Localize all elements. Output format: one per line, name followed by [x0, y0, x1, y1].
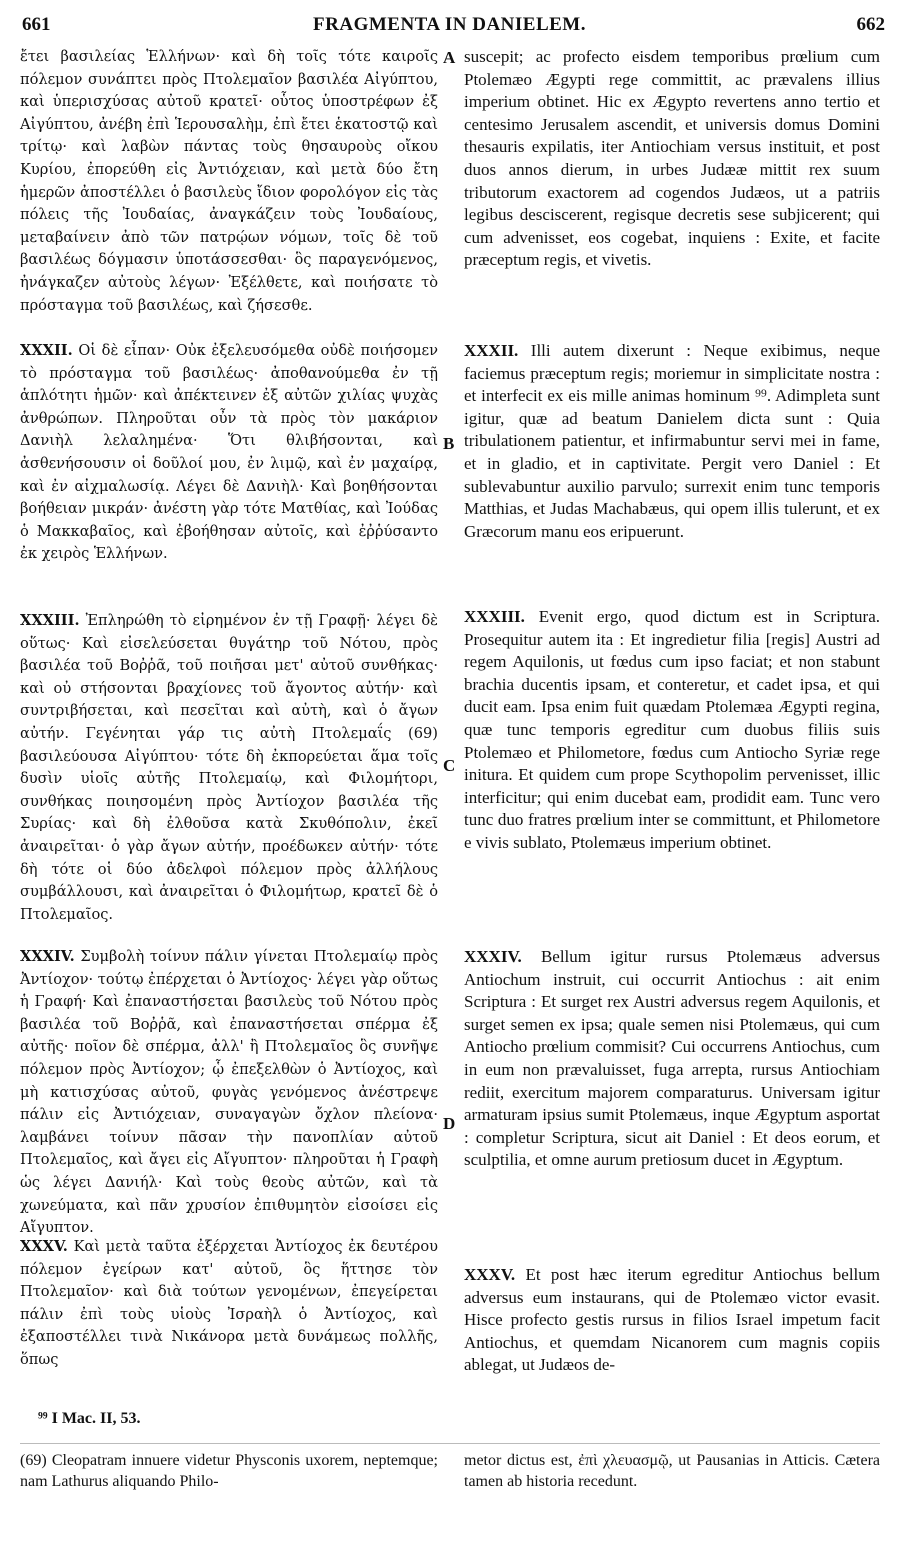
- section-number: XXXIV.: [20, 948, 75, 965]
- footnote-69-right: metor dictus est, ἐπὶ χλευασμῷ, ut Pausanias in Atticis. Cætera tamen ab historia recedunt.: [464, 1452, 880, 1490]
- page-header: [0, 14, 899, 38]
- latin-text-2: Illi autem dixerunt : Neque exibimus, neque faciemus præceptum regis; moriemur in simplicitate nostra : et interfecit ex eis mille animas hominum ⁹⁹. Adimpleta sunt igitur, quæ ad beatum Danielem dicta sunt : Quia tribulationem patientur, et infirmabuntur servi mei in fame, et in gladio, et in captivitate. Pergit vero Daniel : Et sublevabuntur auxilio parvulo; surrexit enim tunc temporis Matthias, et Judas Machabæus, qui opem illis tulerunt, et ex Græcorum manu eos eripuerunt.: [464, 341, 880, 541]
- section-number: XXXII.: [20, 342, 73, 359]
- greek-text-3: Ἐπληρώθη τὸ εἰρημένον ἐν τῇ Γραφῇ· λέγει δὲ οὕτως· Καὶ εἰσελεύσεται θυγάτηρ τοῦ Νότου, πρὸς βασιλέα τοῦ Βοῤῥᾶ, τοῦ ποιῆσαι μετ' αὐτοῦ συνθήκας· καὶ οὐ στήσονται βραχίονες τοῦ ἄγοντος αὐτήν· καὶ συντριβήσεται, καὶ πεσεῖται καὶ αὐτὴ, καὶ ὁ ἄγων αὐτήν. Γεγένηται γάρ τις αὐτὴ Πτολεμαΐς (69) βασιλεύουσα Αἰγύπτου· τότε δὴ ἐκπορεύεται ἅμα τοῖς δυσὶν υἱοῖς αὐτῆς Πτολεμαίῳ, καὶ Φιλομήτορι, συνθήκας ποιησομένη πρὸς Ἀντίοχον βασιλέα τῆς Συρίας· καὶ δὴ ἐλθοῦσα κατὰ Σκυθόπολιν, ἐκεῖ ἀναιρεῖται· ὁ γὰρ ἄγων αὐτήν, προέδωκεν αὐτήν· τότε δὴ τότε οἱ δύο ἀδελφοὶ πόλεμον πρὸς ἀλλήλους συμβάλλουσι, καὶ ἀναιρεῖται ὁ Φιλομήτωρ, κρατεῖ δὲ ὁ Πτολεμαῖος.: [20, 612, 439, 923]
- latin-paragraph-xxxv: [464, 1264, 880, 1377]
- greek-column: [20, 46, 438, 1406]
- latin-paragraph-xxxiii: [464, 606, 880, 855]
- section-number: XXXV.: [464, 1265, 516, 1284]
- page-number-right: 662: [856, 14, 885, 35]
- footnote-rule: [20, 1443, 880, 1444]
- greek-paragraph-xxxiii: [20, 610, 438, 926]
- greek-paragraph-xxxiv: [20, 946, 438, 1240]
- margin-letter-a: A: [443, 48, 456, 67]
- margin-letter-d: D: [443, 1114, 456, 1133]
- latin-paragraph-xxxiv: [464, 946, 880, 1172]
- section-number: XXXIII.: [20, 612, 80, 629]
- latin-text-4: Bellum igitur rursus Ptolemæus adversus Antiochum instruit, cui occurrit Antiochus : ait enim Scriptura : Et surget rex Austri adversus regem Aquilonis, et surget semen ex ipsa; quale semen nisi Ptolemæus, qui cum Antiocho prœlium commisit? Cui occurrens Antiochus, cum in eum non prævaluisset, fuga arrepta, rursus Antiochiam rediit, exercitum majorem comparaturus. Universam igitur armaturam ipsius sumit Ptolemæus, inque Ægyptum asportat : completur Scriptura, sicut ait Daniel : Et deos eorum, et sculptilia, et omne aurum pretiosum ducet in Ægyptum.: [464, 947, 881, 1170]
- section-number: XXXIII.: [464, 607, 525, 626]
- latin-text-1: suscepit; ac profecto eisdem temporibus prœlium cum Ptolemæo Ægypti rege committit, ac prævalens illius imperium obtinet. Hic ex Ægypto revertens anno tertio et centesimo Jerusalem ascendit, et universis domus Domini thesauris expilatis, iter Antiochiam versus instituit, et post duos annos dierum, in urbes Judææ mittit rex suum tributorum exactorem ad cogendos Judæos, ut a patriis legibus desciscerent, regisque decretis sese subjicerent; qui cum advenisset, eos cogebat, inquiens : Exite, et facite præceptum regis, et vivetis.: [464, 47, 880, 270]
- greek-text-2: Οἱ δὲ εἶπαν· Οὐκ ἐξελευσόμεθα οὐδὲ ποιήσομεν τὸ πρόσταγμα τοῦ βασιλέως· ἀποθανούμεθα ἐν τῇ ἁπλότητι ἡμῶν· καὶ ἀπέκτεινεν ἐξ αὐτῶν χιλίας ψυχὰς ἀνθρώπων. Πληροῦται οὖν τὰ πρὸς τὸν μακάριον Δανιὴλ λελαλημένα· Ὅτι θλιβήσονται, καὶ ἀσθενήσουσιν οἱ δοῦλοί μου, ἐν λιμῷ, καὶ ἐν μαχαίρᾳ, καὶ ἐν αἰχμαλωσίᾳ. Λέγει δὲ Δανιὴλ· Καὶ βοηθήσονται βοήθειαν μικράν· ἀνέστη γὰρ τότε Ματθίας, καὶ Ἰούδας ὁ Μακκαβαῖος, καὶ ἐβοήθησαν αὐτοῖς, καὶ ἐῤῥύσαντο ἐκ χειρὸς Ἑλλήνων.: [20, 342, 438, 563]
- latin-text-3: Evenit ergo, quod dictum est in Scriptura. Prosequitur autem ita : Et ingredietur filia [regis] Austri ad regem Aquilonis, ut fœdus cum ipso faciat; et non stabunt brachia ducentis ipsam, et conteretur, et cadet ipsa, et qui ducit eam. Ipsa enim fuit quædam Ptolemæa Ægypti regina, quæ tunc temporis egreditur cum duobus filiis suis Ptolemæo et Philometore, fœdus cum Antiocho Syriæ rege initura. Et quidem cum prope Scythopolim pervenisset, illic interficitur; qui enim ducebat eam, prodidit eam. Tunc vero tunc duo fratres prœlium inter se committunt, et Philometore e vivis sublato, Ptolemæus imperium obtinet.: [464, 607, 880, 852]
- latin-paragraph-1: [464, 46, 880, 272]
- section-number: XXXII.: [464, 341, 519, 360]
- scripture-reference-footnote: ⁹⁹ I Mac. II, 53.: [38, 1410, 141, 1427]
- latin-text-5: Et post hæc iterum egreditur Antiochus bellum adversus eum instaurans, qui de Ptolemæo victor evasit. Hisce profecto gestis rursus in filios Israel impetum facit Antiochus, et quemdam Nicanorem cum magnis copiis ablegat, ut Judæos de-: [464, 1265, 881, 1375]
- latin-column: [464, 46, 880, 1406]
- latin-paragraph-xxxii: [464, 340, 880, 543]
- margin-letter-b: B: [443, 434, 455, 453]
- margin-letter-c: C: [443, 756, 456, 775]
- section-number: XXXIV.: [464, 947, 522, 966]
- greek-paragraph-xxxv: [20, 1236, 438, 1372]
- greek-text-4: Συμβολὴ τοίνυν πάλιν γίνεται Πτολεμαίῳ πρὸς Ἀντίοχον· τούτῳ ἐπέρχεται ὁ Ἀντίοχος· λέγει γὰρ οὕτως ἡ Γραφή· Καὶ ἐπαναστήσεται βασιλεὺς τοῦ Νότου πρὸς βασιλέα τοῦ Βοῤῥᾶ, καὶ ἐπαναστήσεται σπέρμα ἐξ αὐτῆς· ποῖον δὲ σπέρμα, ἀλλ' ἢ Πτολεμαῖος ὃς συνῆψε πόλεμον πρὸς Ἀντίοχον; ᾧ ἐπεξελθὼν ὁ Ἀντίοχος, καὶ μὴ κατισχύσας αὐτοῦ, φυγὰς γενόμενος ἀνέστρεψε πάλιν εἰς Ἀντιόχειαν, συναγαγὼν ὄχλον πλείονα· λαμβάνει τοίνυν πᾶσαν τὴν πανοπλίαν αὐτοῦ Πτολεμαῖος, καὶ ἄγει εἰς Αἴγυπτον· πληροῦται ἡ Γραφὴ ὡς λέγει Δανιήλ· Καὶ τοὺς θεοὺς αὐτῶν, καὶ τὰ χωνεύματα, καὶ πᾶν χρυσίον ἐπιθυμητὸν εἰσοίσει εἰς Αἴγυπτον.: [20, 948, 439, 1237]
- section-number: XXXV.: [20, 1238, 68, 1255]
- greek-paragraph-xxxii: [20, 340, 438, 566]
- page-number-left: 661: [22, 14, 51, 35]
- footnote-69-left: (69) Cleopatram innuere videtur Physconis uxorem, neptemque; nam Lathurus aliquando Philo-: [20, 1452, 438, 1490]
- greek-text-5: Καὶ μετὰ ταῦτα ἐξέρχεται Ἀντίοχος ἐκ δευτέρου πόλεμον ἐγείρων κατ' αὐτοῦ, ὃς ἥττησε τὸν Πτολεμαῖον· καὶ διὰ τούτων γενομένων, ἐπεγείρεται πάλιν ἐπὶ τοὺς υἱοὺς Ἰσραὴλ ὁ Ἀντίοχος, καὶ ἐξαποστέλλει τινὰ Νικάνορα μετὰ δυνάμεως πολλῆς, ὅπως: [20, 1238, 439, 1368]
- greek-text-1: ἔτει βασιλείας Ἑλλήνων· καὶ δὴ τοῖς τότε καιροῖς πόλεμον συνάπτει πρὸς Πτολεμαῖον βασιλέα Αἰγύπτου, καὶ ὑπερισχύσας αὐτοῦ κρατεῖ· οὗτος ὑποστρέφων ἐξ Αἰγύπτου, ἀνέβη ἐπὶ Ἱερουσαλὴμ, ἐπὶ ἔτει ἑκατοστῷ καὶ τρίτῳ· καὶ λαβὼν πάντας τοὺς θησαυροὺς οἴκου Κυρίου, ἐπορεύθη εἰς Ἀντιόχειαν, καὶ μετὰ δύο ἔτη ἡμερῶν ἀποστέλλει ὁ βασιλεὺς ἴδιον φορολόγον εἰς τὰς πόλεις τῆς Ἰουδαίας, ἀναγκάζειν τοὺς Ἰουδαίους, μεταβαίνειν ἀπὸ τῶν πατρῴων νόμων, τοῖς δὲ τοῦ βασιλέως δόγμασιν ὑποτάσσεσθαι· ὃς παραγενόμενος, ἠνάγκαζεν αὐτοὺς λέγων· Ἐξέλθετε, καὶ ποιήσατε τὸ πρόσταγμα τοῦ βασιλέως, καὶ ζήσεσθε.: [20, 48, 438, 314]
- running-title: FRAGMENTA IN DANIELEM.: [313, 14, 586, 35]
- greek-paragraph-1: [20, 46, 438, 317]
